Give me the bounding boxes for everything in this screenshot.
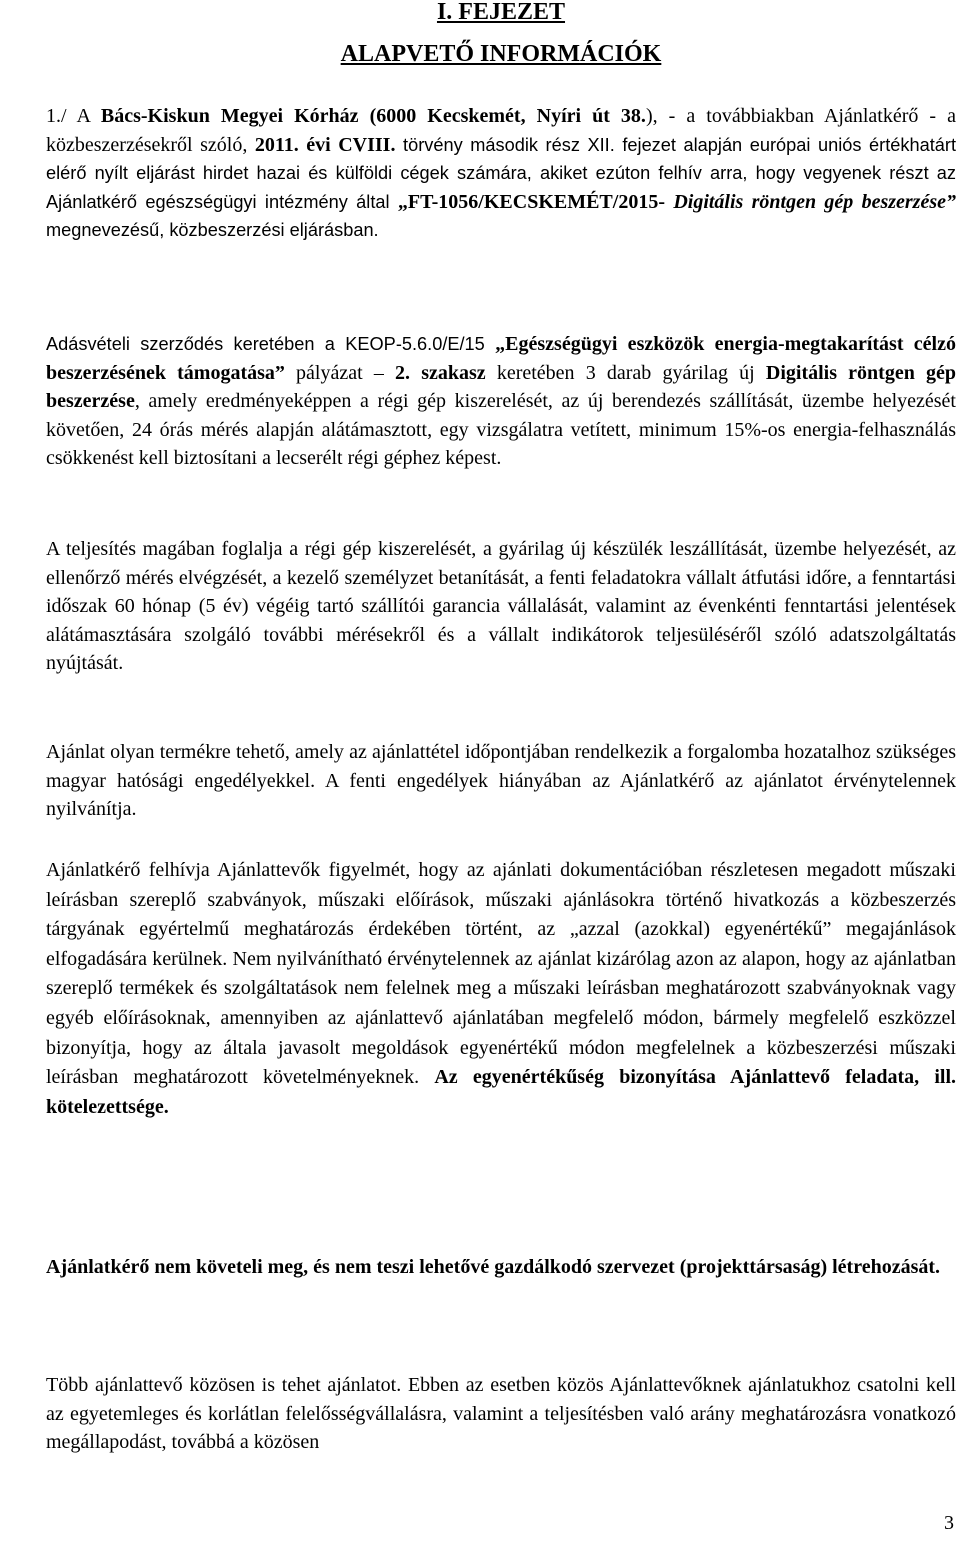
intro-text-e: törvény második rész XII. fejezet alapján európai uniós értékhatárt elérő nyílt eljárást hirdet hazai és külföldi cégek számára, akiket ezúton felhív arra, hogy vegyenek részt az Ajánlatkérő egészségügyi intézmény által	[46, 134, 956, 212]
page-number: 3	[944, 1512, 954, 1534]
intro-text-a: 1./ A	[46, 105, 101, 127]
contract-text-a: Adásvételi szerződés keretében a KEOP-5.6.0/E/15	[46, 334, 496, 354]
subject-label: Digitális röntgen gép beszerzése	[46, 361, 957, 412]
paragraph-licenses: Ajánlat olyan termékre tehető, amely az ajánlattétel időpontjában rendelkezik a forgalomba hozatalhoz szükséges magyar hatósági engedélyekkel. A fenti engedélyek hiányában az Ajánlatkérő az ajánlatot érvénytelennek nyilvánítja.	[46, 741, 956, 820]
procedure-id: „FT-1056/KECSKEMÉT/2015-	[397, 190, 674, 213]
contract-text-g: , amely eredményeképpen a régi gép kiszerelését, az új berendezés szállítását, üzembe helyezését követően, 24 órás mérés alapján alátámasztott, egy vizsgálatra vetített, minimum 15%-os energia-felhasználás csökkenést kell biztosítani a lecserélt régi géphez képest.	[46, 390, 956, 469]
equivalence-burden: Az egyenértékűség bizonyítása Ajánlattevő feladata, ill. kötelezettsége.	[46, 1066, 957, 1118]
paragraph-project-company: Ajánlatkérő nem követeli meg, és nem teszi lehetővé gazdálkodó szervezet (projekttársaság) létrehozását.	[46, 1256, 941, 1278]
equivalence-text: Ajánlatkérő felhívja Ajánlattevők figyelmét, hogy az ajánlati dokumentációban részletesen megadott műszaki leírásban szereplő szabványok, műszaki előírások, műszaki ajánlásokra történő hivatkozás a közbeszerzés tárgyának egyértelmű meghatározás érdekében történt, az „azzal (azokkal) egyenértékű” megajánlások elfogadására kerülnek. Nem nyilvánítható érvénytelennek az ajánlat kizárólag azon az alapon, hogy az ajánlatban szereplő termékek és szolgáltatások nem felelnek meg a műszaki leírásban meghatározott szabványoknak vagy egyéb előírásoknak, amennyiben az ajánlattevő ajánlatában megfelelő módon, bármely megfelelő eszközzel bizonyítja, hogy az általa javasolt megoldások egyenértékű módon megfelelnek a közbeszerzési műszaki leírásban meghatározott követelményeknek.	[46, 859, 956, 1089]
law-reference: 2011. évi CVIII.	[254, 133, 396, 156]
phase-label: 2. szakasz	[395, 361, 486, 384]
paragraph-equivalence	[46, 856, 956, 1122]
intro-text-c: ), - a továbbiakban Ajánlatkérő - a közbeszerzésekről szóló,	[46, 105, 956, 156]
section-title: ALAPVETŐ INFORMÁCIÓK	[340, 41, 662, 67]
paragraph-contract	[46, 330, 956, 473]
contract-text-c: pályázat –	[284, 361, 396, 384]
chapter-heading: I. FEJEZET	[436, 0, 566, 25]
tender-name: „Egészségügyi eszközök energia-megtakarítást célzó beszerzésének támogatása”	[46, 333, 956, 384]
procedure-subject: Digitális röntgen gép beszerzése”	[673, 190, 957, 213]
contracting-authority-name: Bács-Kiskun Megyei Kórház (6000 Kecskemét, Nyíri út 38.	[100, 105, 646, 127]
contract-text-e: keretében 3 darab gyárilag új	[485, 361, 766, 384]
paragraph-joint-tender: Több ajánlattevő közösen is tehet ajánlatot. Ebben az esetben közös Ajánlattevőknek ajánlatukhoz csatolni kell az egyetemleges és korlátlan felelősségvállalásra, valamint a teljesítésben való arány meghatározásra vonatkozó megállapodást, továbbá a közösen	[46, 1374, 956, 1453]
paragraph-intro	[46, 102, 956, 245]
intro-text-h: megnevezésű, közbeszerzési eljárásban.	[46, 220, 379, 240]
paragraph-performance: A teljesítés magában foglalja a régi gép kiszerelését, a gyárilag új készülék leszállítását, üzembe helyezését, az ellenőrző mérés elvégzését, a kezelő személyzet betanítását, a fenti feladatokra vállalt átfutási időre, a fenntartási időszak 60 hónap (5 év) végéig tartó szállítói garancia vállalását, valamint az évenkénti fenntartási jelentések alátámasztására szolgáló további mérésekről és a vállalt indikátorok teljesüléséről szóló adatszolgáltatás nyújtását.	[46, 538, 956, 674]
